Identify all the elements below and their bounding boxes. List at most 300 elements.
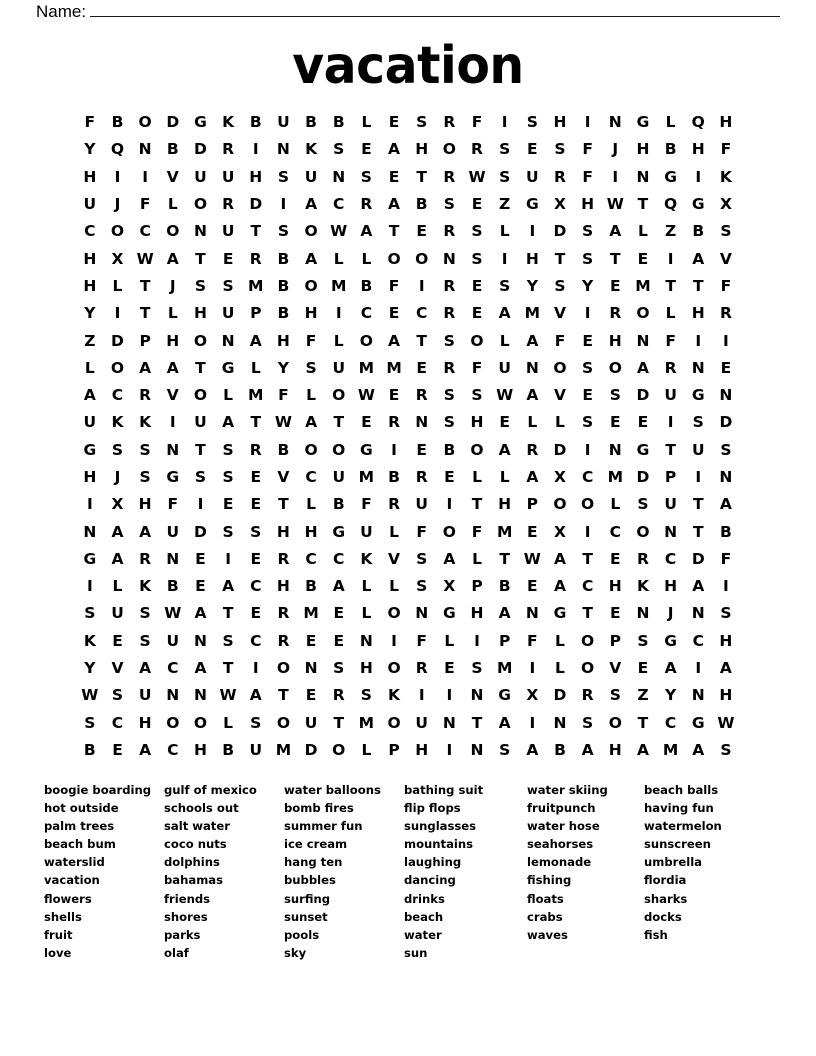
grid-cell[interactable]: O	[442, 140, 456, 159]
grid-cell[interactable]: F	[84, 113, 96, 132]
grid-cell[interactable]: A	[692, 577, 705, 596]
grid-cell[interactable]: M	[386, 358, 402, 377]
grid-cell[interactable]: S	[554, 140, 566, 159]
grid-cell[interactable]: R	[249, 440, 262, 459]
grid-cell[interactable]: U	[415, 713, 428, 732]
grid-cell[interactable]: V	[719, 249, 732, 268]
grid-cell[interactable]: D	[553, 222, 567, 241]
grid-cell[interactable]: U	[332, 358, 346, 377]
grid-cell[interactable]: S	[554, 276, 566, 295]
grid-cell[interactable]: H	[525, 249, 539, 268]
grid-cell[interactable]: P	[471, 577, 483, 596]
grid-cell[interactable]: R	[471, 140, 483, 159]
grid-cell[interactable]: B	[83, 740, 96, 759]
grid-cell[interactable]: C	[167, 659, 179, 678]
grid-cell[interactable]: C	[111, 386, 124, 405]
grid-cell[interactable]: U	[221, 304, 235, 323]
grid-cell[interactable]: G	[360, 440, 373, 459]
grid-cell[interactable]: A	[692, 249, 705, 268]
grid-cell[interactable]: L	[638, 222, 648, 241]
grid-cell[interactable]: D	[636, 468, 650, 486]
grid-cell[interactable]: W	[523, 549, 541, 568]
grid-cell[interactable]: D	[166, 113, 180, 132]
grid-cell[interactable]: L	[112, 577, 123, 596]
word-list-item[interactable]: fishing	[527, 873, 572, 888]
grid-cell[interactable]: I	[418, 686, 425, 705]
grid-cell[interactable]: B	[277, 249, 290, 268]
grid-cell[interactable]: E	[388, 386, 400, 405]
grid-cell[interactable]: W	[81, 686, 99, 705]
grid-cell[interactable]: A	[719, 659, 732, 678]
grid-cell[interactable]: Z	[664, 222, 677, 241]
grid-cell[interactable]: E	[250, 604, 262, 623]
grid-cell[interactable]: A	[719, 495, 732, 514]
grid-cell[interactable]: N	[608, 440, 622, 459]
word-list-item[interactable]: umbrella	[644, 855, 702, 870]
grid-cell[interactable]: F	[305, 331, 317, 350]
grid-cell[interactable]: M	[524, 304, 541, 323]
grid-cell[interactable]: N	[525, 358, 539, 377]
grid-cell[interactable]: A	[609, 222, 622, 241]
grid-cell[interactable]: L	[527, 413, 538, 432]
grid-cell[interactable]: S	[333, 659, 345, 678]
grid-cell[interactable]: K	[139, 577, 152, 596]
grid-cell[interactable]: L	[610, 495, 621, 514]
grid-cell[interactable]: W	[717, 713, 735, 732]
grid-cell[interactable]: Z	[84, 331, 96, 350]
grid-cell[interactable]: N	[166, 686, 180, 705]
grid-cell[interactable]: A	[111, 549, 124, 568]
grid-cell[interactable]: S	[194, 276, 207, 295]
grid-cell[interactable]: B	[388, 468, 400, 486]
grid-cell[interactable]: C	[305, 549, 317, 568]
grid-cell[interactable]: H	[276, 331, 290, 350]
grid-cell[interactable]: E	[527, 140, 538, 159]
word-list-item[interactable]: ice cream	[284, 837, 348, 852]
grid-cell[interactable]: F	[527, 631, 538, 650]
word-list-item[interactable]: seahorses	[527, 837, 594, 852]
grid-cell[interactable]: R	[443, 113, 456, 132]
grid-cell[interactable]: B	[277, 276, 290, 295]
grid-cell[interactable]: R	[443, 222, 456, 241]
grid-cell[interactable]: I	[695, 659, 702, 678]
grid-cell[interactable]: B	[249, 113, 262, 132]
grid-cell[interactable]: G	[636, 113, 650, 132]
grid-cell[interactable]: E	[112, 740, 123, 759]
grid-cell[interactable]: H	[664, 577, 678, 596]
grid-cell[interactable]: E	[388, 113, 400, 132]
grid-cell[interactable]: F	[554, 331, 566, 350]
grid-cell[interactable]: K	[719, 167, 732, 186]
grid-cell[interactable]: R	[277, 549, 290, 568]
grid-cell[interactable]: C	[84, 222, 96, 241]
grid-cell[interactable]: Z	[499, 195, 511, 214]
grid-cell[interactable]: S	[250, 713, 262, 732]
grid-cell[interactable]: S	[499, 740, 511, 759]
grid-cell[interactable]: L	[361, 249, 372, 268]
grid-cell[interactable]: O	[636, 522, 650, 541]
grid-cell[interactable]: O	[636, 304, 650, 323]
grid-cell[interactable]: O	[276, 659, 291, 678]
grid-cell[interactable]: N	[442, 249, 456, 268]
grid-cell[interactable]: A	[498, 604, 511, 623]
grid-cell[interactable]: S	[222, 468, 234, 486]
grid-cell[interactable]: E	[361, 413, 372, 432]
grid-cell[interactable]: E	[333, 604, 345, 623]
grid-cell[interactable]: I	[612, 167, 619, 186]
word-list-item[interactable]: parks	[164, 927, 201, 942]
word-list-item[interactable]: waves	[527, 927, 568, 942]
grid-cell[interactable]: O	[166, 713, 180, 732]
grid-cell[interactable]: A	[388, 195, 401, 214]
grid-cell[interactable]: B	[498, 577, 511, 596]
word-list-item[interactable]: love	[44, 945, 72, 960]
grid-cell[interactable]: I	[197, 495, 204, 514]
grid-cell[interactable]: S	[111, 686, 124, 705]
grid-cell[interactable]: L	[361, 113, 372, 132]
grid-cell[interactable]: C	[581, 468, 594, 486]
grid-cell[interactable]: M	[248, 386, 264, 405]
grid-cell[interactable]: R	[222, 140, 235, 159]
grid-cell[interactable]: C	[609, 522, 621, 541]
grid-cell[interactable]: I	[86, 577, 93, 596]
grid-cell[interactable]: E	[471, 276, 483, 295]
grid-cell[interactable]: N	[691, 604, 705, 623]
grid-cell[interactable]: A	[305, 249, 318, 268]
grid-cell[interactable]: A	[526, 740, 539, 759]
grid-cell[interactable]: E	[444, 468, 455, 486]
grid-cell[interactable]: A	[664, 659, 677, 678]
grid-cell[interactable]: T	[388, 222, 400, 241]
grid-cell[interactable]: F	[139, 195, 151, 214]
grid-cell[interactable]: G	[83, 440, 97, 459]
grid-cell[interactable]: S	[499, 167, 511, 186]
grid-cell[interactable]: A	[581, 740, 594, 759]
grid-cell[interactable]: V	[553, 304, 566, 323]
grid-cell[interactable]: E	[582, 331, 593, 350]
grid-cell[interactable]: Y	[277, 358, 290, 377]
grid-cell[interactable]: S	[471, 222, 483, 241]
grid-cell[interactable]: I	[252, 659, 259, 678]
grid-cell[interactable]: O	[138, 113, 152, 132]
grid-cell[interactable]: H	[608, 740, 622, 759]
grid-cell[interactable]: A	[222, 413, 235, 432]
grid-cell[interactable]: C	[664, 713, 677, 732]
grid-cell[interactable]: N	[221, 331, 235, 350]
grid-cell[interactable]: O	[193, 386, 208, 405]
grid-cell[interactable]: I	[114, 304, 121, 323]
grid-cell[interactable]: V	[553, 386, 566, 405]
grid-cell[interactable]: D	[111, 331, 124, 350]
grid-cell[interactable]: M	[496, 522, 513, 541]
grid-cell[interactable]: N	[193, 631, 207, 650]
word-list-item[interactable]: dolphins	[164, 855, 220, 870]
grid-cell[interactable]: E	[444, 659, 455, 678]
grid-cell[interactable]: T	[416, 167, 427, 186]
grid-cell[interactable]: V	[166, 386, 179, 405]
grid-cell[interactable]: R	[443, 167, 456, 186]
grid-cell[interactable]: L	[84, 358, 95, 377]
grid-cell[interactable]: N	[359, 631, 373, 650]
grid-cell[interactable]: L	[333, 331, 344, 350]
grid-cell[interactable]: A	[498, 304, 511, 323]
grid-cell[interactable]: L	[306, 495, 317, 514]
grid-cell[interactable]: I	[446, 740, 453, 759]
grid-cell[interactable]: O	[110, 358, 125, 377]
word-list-item[interactable]: mountains	[404, 837, 474, 852]
grid-cell[interactable]: I	[584, 440, 591, 459]
grid-cell[interactable]: B	[332, 495, 345, 514]
grid-cell[interactable]: C	[167, 740, 179, 759]
grid-cell[interactable]: G	[194, 113, 207, 132]
grid-cell[interactable]: Y	[664, 686, 677, 705]
grid-cell[interactable]: Y	[526, 276, 538, 295]
grid-cell[interactable]: V	[277, 468, 290, 486]
word-list-item[interactable]: gulf of mexico	[164, 783, 257, 797]
grid-cell[interactable]: O	[442, 522, 456, 541]
grid-cell[interactable]: T	[195, 440, 206, 459]
grid-cell[interactable]: A	[498, 713, 511, 732]
grid-cell[interactable]: E	[527, 522, 538, 541]
word-list-item[interactable]: sunglasses	[404, 819, 477, 834]
word-list-item[interactable]: hang ten	[284, 855, 343, 870]
grid-cell[interactable]: S	[277, 167, 289, 186]
grid-cell[interactable]: I	[446, 686, 453, 705]
grid-cell[interactable]: H	[691, 304, 705, 323]
grid-cell[interactable]: S	[222, 631, 234, 650]
grid-cell[interactable]: A	[332, 577, 345, 596]
word-search-grid[interactable]	[76, 109, 740, 764]
grid-cell[interactable]: L	[361, 604, 372, 623]
grid-cell[interactable]: W	[164, 604, 182, 623]
grid-cell[interactable]: I	[474, 631, 480, 650]
grid-cell[interactable]: S	[499, 276, 511, 295]
grid-cell[interactable]: O	[581, 631, 595, 650]
grid-cell[interactable]: I	[529, 222, 536, 241]
grid-cell[interactable]: W	[606, 195, 624, 214]
word-list-item[interactable]: sun	[404, 945, 428, 960]
grid-cell[interactable]: W	[274, 413, 292, 432]
grid-cell[interactable]: F	[720, 549, 732, 568]
grid-cell[interactable]: D	[636, 386, 650, 405]
grid-cell[interactable]: B	[720, 522, 732, 541]
word-list-item[interactable]: shores	[164, 909, 208, 924]
grid-cell[interactable]: N	[691, 358, 705, 377]
grid-cell[interactable]: E	[610, 276, 621, 295]
grid-cell[interactable]: R	[554, 167, 566, 186]
grid-cell[interactable]: H	[83, 276, 97, 295]
grid-cell[interactable]: L	[167, 304, 178, 323]
grid-cell[interactable]: O	[359, 331, 373, 350]
grid-cell[interactable]: G	[664, 167, 677, 186]
word-list-item[interactable]: salt water	[164, 819, 230, 834]
grid-cell[interactable]: A	[139, 659, 152, 678]
grid-cell[interactable]: O	[332, 740, 346, 759]
grid-cell[interactable]: D	[249, 195, 263, 214]
grid-cell[interactable]: O	[608, 358, 622, 377]
word-list-item[interactable]: floats	[527, 891, 564, 906]
grid-cell[interactable]: O	[581, 659, 595, 678]
grid-cell[interactable]: T	[692, 495, 704, 514]
grid-cell[interactable]: N	[691, 686, 705, 705]
grid-cell[interactable]: S	[360, 167, 372, 186]
grid-cell[interactable]: U	[249, 740, 263, 759]
grid-cell[interactable]: I	[695, 331, 702, 350]
word-list-item[interactable]: vacation	[44, 873, 100, 888]
grid-cell[interactable]: H	[359, 659, 373, 678]
grid-cell[interactable]: H	[415, 740, 429, 759]
grid-cell[interactable]: D	[194, 522, 207, 541]
grid-cell[interactable]: M	[303, 604, 319, 623]
grid-cell[interactable]: B	[554, 740, 566, 759]
grid-cell[interactable]: T	[139, 276, 151, 295]
grid-cell[interactable]: M	[662, 740, 679, 759]
grid-cell[interactable]: C	[416, 304, 428, 323]
grid-cell[interactable]: L	[389, 577, 399, 596]
grid-cell[interactable]: H	[249, 167, 263, 186]
grid-cell[interactable]: H	[83, 167, 97, 186]
grid-cell[interactable]: T	[582, 549, 593, 568]
grid-cell[interactable]: T	[139, 304, 151, 323]
grid-cell[interactable]: T	[637, 195, 649, 214]
grid-cell[interactable]: S	[416, 113, 428, 132]
grid-cell[interactable]: L	[306, 386, 317, 405]
grid-cell[interactable]: R	[443, 304, 456, 323]
grid-cell[interactable]: K	[222, 113, 235, 132]
grid-cell[interactable]: N	[719, 468, 733, 486]
word-list-item[interactable]: having fun	[644, 801, 714, 816]
grid-cell[interactable]: T	[250, 222, 262, 241]
word-list-item[interactable]: fruitpunch	[527, 801, 596, 816]
grid-cell[interactable]: H	[83, 468, 97, 486]
grid-cell[interactable]: U	[360, 522, 373, 541]
word-list-item[interactable]: bathing suit	[404, 783, 484, 797]
word-list-item[interactable]: crabs	[527, 909, 563, 924]
grid-cell[interactable]: I	[391, 631, 397, 650]
grid-cell[interactable]: S	[582, 249, 594, 268]
word-list-item[interactable]: friends	[164, 891, 211, 906]
grid-cell[interactable]: B	[305, 113, 317, 132]
grid-cell[interactable]: A	[139, 358, 152, 377]
grid-cell[interactable]: T	[692, 276, 704, 295]
grid-cell[interactable]: F	[471, 358, 483, 377]
grid-cell[interactable]: T	[195, 249, 206, 268]
grid-cell[interactable]: P	[250, 304, 262, 323]
grid-cell[interactable]: L	[499, 222, 510, 241]
grid-cell[interactable]: I	[501, 249, 508, 268]
grid-cell[interactable]: H	[276, 577, 290, 596]
grid-cell[interactable]: V	[166, 167, 179, 186]
grid-cell[interactable]: H	[276, 522, 290, 541]
grid-cell[interactable]: F	[720, 140, 732, 159]
grid-cell[interactable]: C	[111, 713, 124, 732]
word-list-item[interactable]: waterslid	[44, 855, 105, 870]
grid-cell[interactable]: N	[525, 604, 539, 623]
grid-cell[interactable]: S	[360, 686, 372, 705]
grid-cell[interactable]: L	[112, 276, 123, 295]
grid-cell[interactable]: U	[194, 413, 207, 432]
grid-cell[interactable]: E	[499, 413, 510, 432]
grid-cell[interactable]: S	[609, 386, 621, 405]
grid-cell[interactable]: I	[695, 468, 702, 486]
grid-cell[interactable]: O	[304, 440, 318, 459]
grid-cell[interactable]: R	[277, 631, 290, 650]
word-list-item[interactable]: flordia	[644, 873, 687, 888]
grid-cell[interactable]: I	[529, 659, 536, 678]
grid-cell[interactable]: O	[415, 249, 429, 268]
grid-cell[interactable]: A	[526, 386, 539, 405]
grid-cell[interactable]: W	[136, 249, 154, 268]
word-list-item[interactable]: bahamas	[164, 873, 224, 888]
grid-cell[interactable]: R	[443, 358, 456, 377]
grid-cell[interactable]: L	[499, 331, 510, 350]
grid-cell[interactable]: A	[111, 522, 124, 541]
word-list-item[interactable]: dancing	[404, 873, 456, 888]
grid-cell[interactable]: E	[471, 304, 483, 323]
grid-cell[interactable]: S	[692, 413, 704, 432]
grid-cell[interactable]: E	[222, 495, 234, 514]
grid-cell[interactable]: B	[305, 577, 317, 596]
grid-cell[interactable]: N	[415, 604, 429, 623]
grid-cell[interactable]: C	[250, 631, 262, 650]
grid-cell[interactable]: E	[637, 413, 649, 432]
grid-cell[interactable]: G	[83, 549, 97, 568]
grid-cell[interactable]: B	[166, 140, 179, 159]
grid-cell[interactable]: I	[529, 713, 536, 732]
grid-cell[interactable]: N	[193, 222, 207, 241]
grid-cell[interactable]: S	[720, 604, 732, 623]
grid-cell[interactable]: R	[581, 686, 594, 705]
grid-cell[interactable]: K	[305, 140, 318, 159]
grid-cell[interactable]: U	[83, 413, 97, 432]
grid-cell[interactable]: B	[360, 276, 373, 295]
grid-cell[interactable]: J	[169, 276, 176, 295]
grid-cell[interactable]: S	[443, 331, 455, 350]
grid-cell[interactable]: R	[609, 304, 622, 323]
grid-cell[interactable]: O	[276, 713, 291, 732]
grid-cell[interactable]: R	[415, 386, 428, 405]
grid-cell[interactable]: D	[194, 140, 207, 159]
grid-cell[interactable]: L	[333, 249, 344, 268]
grid-cell[interactable]: N	[166, 549, 180, 568]
grid-cell[interactable]: E	[195, 549, 206, 568]
grid-cell[interactable]: G	[525, 195, 539, 214]
grid-cell[interactable]: V	[388, 549, 401, 568]
grid-cell[interactable]: E	[250, 468, 262, 486]
grid-cell[interactable]: P	[609, 631, 621, 650]
grid-cell[interactable]: C	[360, 304, 373, 323]
grid-cell[interactable]: R	[526, 440, 539, 459]
grid-cell[interactable]: L	[555, 413, 565, 432]
grid-cell[interactable]: T	[333, 713, 345, 732]
grid-cell[interactable]: O	[387, 713, 401, 732]
grid-cell[interactable]: U	[277, 113, 290, 132]
grid-cell[interactable]: Q	[691, 113, 705, 132]
grid-cell[interactable]: O	[581, 495, 595, 514]
grid-cell[interactable]: N	[332, 167, 346, 186]
grid-cell[interactable]: P	[139, 331, 151, 350]
grid-cell[interactable]: A	[553, 549, 566, 568]
grid-cell[interactable]: R	[415, 659, 428, 678]
grid-cell[interactable]: A	[388, 331, 401, 350]
word-list-item[interactable]: boogie boarding	[44, 783, 152, 797]
grid-cell[interactable]: D	[304, 740, 318, 759]
grid-cell[interactable]: R	[664, 358, 677, 377]
name-blank-line[interactable]	[90, 2, 780, 17]
grid-cell[interactable]: O	[193, 195, 208, 214]
grid-cell[interactable]: L	[665, 113, 676, 132]
grid-cell[interactable]: M	[358, 713, 375, 732]
